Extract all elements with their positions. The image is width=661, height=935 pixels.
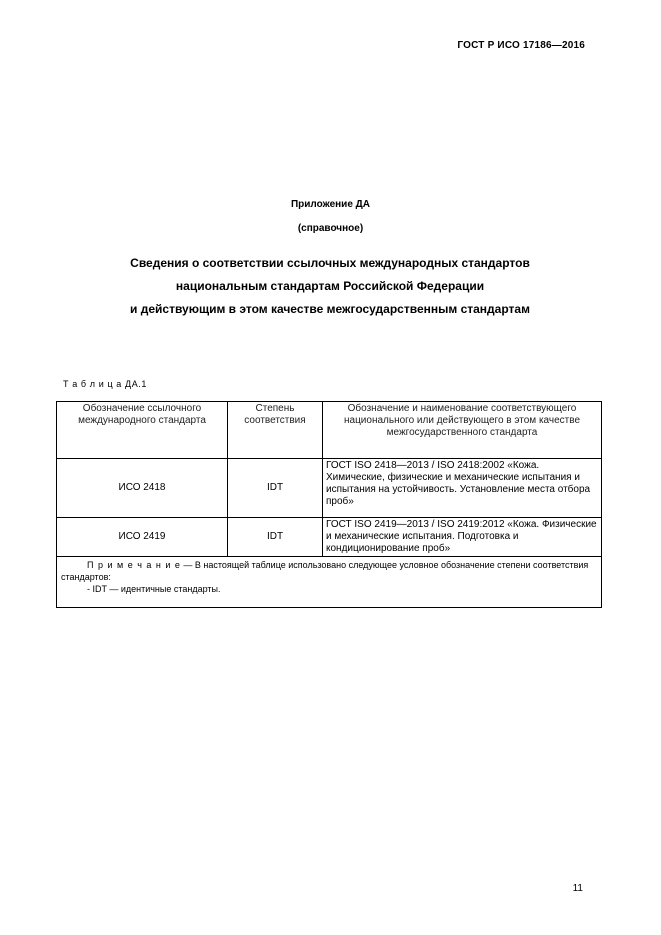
appendix-title: Приложение ДА [290,199,371,210]
cell-international-standard: ИСО 2418 [57,459,228,518]
appendix-heading-line-1: Сведения о соответствии ссылочных международных стандартов [130,256,530,270]
table-row [57,459,602,518]
table-row [57,518,602,557]
column-header-national: Обозначение и наименование соответствующего национального или действующего в этом качестве межгосударственного стандарта [323,402,602,459]
appendix-type: (справочное) [297,223,364,234]
cell-degree: IDT [228,518,323,557]
note-dash: — [180,560,195,570]
column-header-degree: Степень соответствия [228,402,323,459]
note-label: П р и м е ч а н и е [87,560,181,570]
note-list-item: - IDT — идентичные стандарты. [87,584,221,594]
note-text: В настоящей таблице использовано следующее условное обозначение степени соответствия стандартов: [61,560,589,582]
appendix-heading-line-3: и действующим в этом качестве межгосударственным стандартам [130,302,530,316]
correspondence-table-container [56,401,601,608]
table-note-row [57,557,602,608]
note-paragraph [61,559,597,583]
standard-code-header: ГОСТ Р ИСО 17186—2016 [457,40,585,51]
cell-international-standard: ИСО 2419 [57,518,228,557]
table-note [57,557,602,608]
correspondence-table [56,401,602,608]
column-header-international: Обозначение ссылочного международного стандарта [57,402,228,459]
appendix-heading-line-2: национальным стандартам Российской Федерации [175,279,485,293]
appendix-heading [56,252,604,321]
cell-national-standard: ГОСТ ISO 2418—2013 / ISO 2418:2002 «Кожа. Химические, физические и механические испытания и испытания на устойчивость. Установление места отбора проб» [323,459,602,518]
page-number: 11 [572,883,583,894]
cell-national-standard: ГОСТ ISO 2419—2013 / ISO 2419:2012 «Кожа. Физические и механические испытания. Подготовка и кондиционирование проб» [323,518,602,557]
cell-degree: IDT [228,459,323,518]
table-header-row [57,402,602,459]
table-caption: Т а б л и ц а ДА.1 [63,379,148,389]
